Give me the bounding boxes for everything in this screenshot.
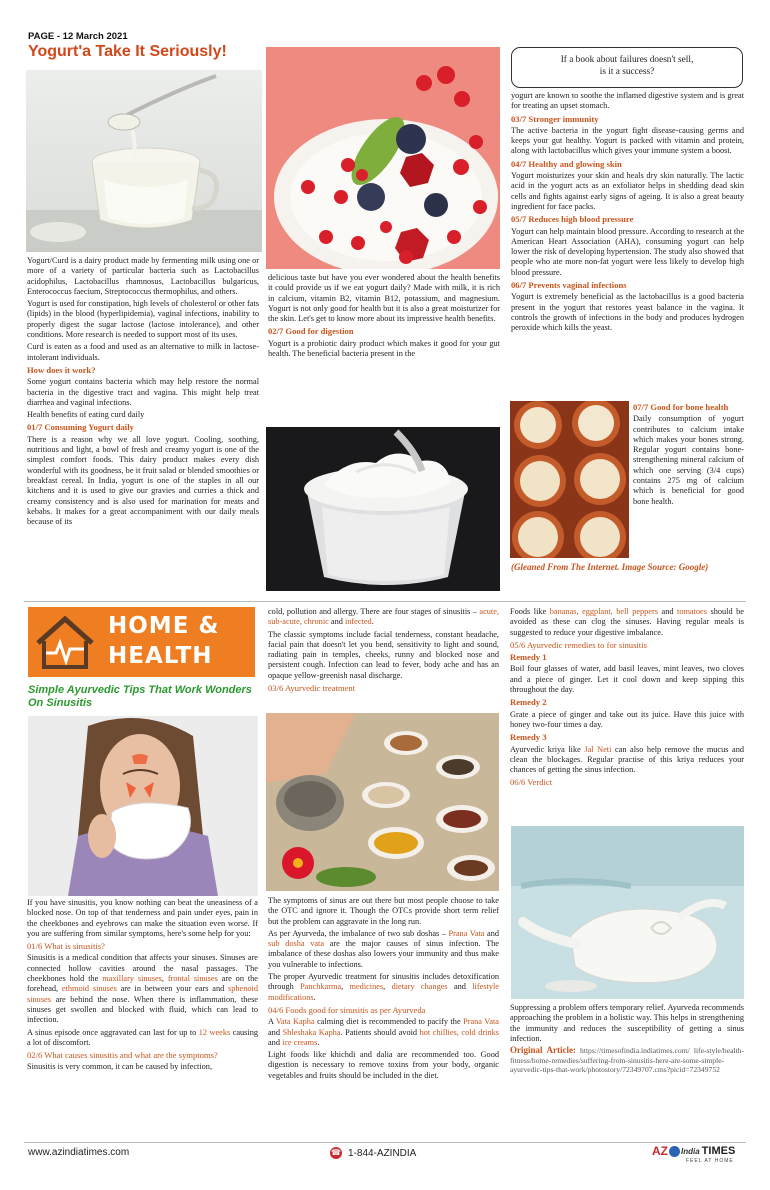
section-heading: 02/7 Good for digestion [268,326,354,337]
house-heartbeat-icon [30,607,100,677]
highlight-term: sub dosha vata [268,939,325,949]
highlight-term: sphenoid sinuses [27,984,258,1004]
paragraph: Yogurt is used for constipation, high levels of cholesterol or other fats (lipids) in the blood (hyperlipidemia), vaginal infections, inability to properly digest the sugar lactose (lactose intolerance), and other conditions. More research is needed to support most of its uses. [27,299,259,340]
article-title: Yogurt'a Take It Seriously! [28,43,227,60]
highlight-term: acute, sub-acute, chronic [268,607,499,627]
curd-bowls-image [510,401,629,558]
section-heading: How does it work? [27,364,96,375]
text: The proper Ayurvedic treatment for sinusitis includes detoxification through [268,972,499,992]
section-heading: 01/7 Consuming Yogurt daily [27,422,134,433]
section-heading: 05/6 Ayurvedic remedies to for sinusitis [510,639,647,650]
text: As per Ayurveda, the imbalance of two sub doshas – [268,928,449,938]
text: Foods like [510,607,550,616]
paragraph [268,972,499,1003]
yogurt-column-1 [27,256,259,529]
health-column-2 [268,607,499,695]
logo-az: AZ [652,1144,668,1158]
paragraph: Yogurt moisturizes your skin and heals dry skin naturally. The lactic acid in the yogurt acts as an exfoliator helps in shedding dead skin cells and fights against early signs of ageing. It is also a great beauty ingredient for face packs. [511,171,744,211]
logo-times: TIMES [701,1145,736,1157]
azindia-times-logo [652,1144,744,1168]
paragraph [510,607,744,638]
text: A sinus episode once aggravated can last for up to [27,1027,199,1037]
paragraph: Some yogurt contains bacteria which may help restore the normal bacteria in the digestive tract and vagina. This might help treat diarrhea and vaginal infections. [27,377,259,407]
yogurt-column-3 [511,91,744,336]
paragraph: yogurt are known to soothe the inflamed digestive system and is great for treating an upset stomach. [511,91,744,111]
sinusitis-woman-image [28,716,258,896]
section-heading: 06/6 Verdict [510,777,553,788]
paragraph: Health benefits of eating curd daily [27,410,145,420]
section-heading: 03/6 Ayurvedic treatment [268,683,356,694]
paragraph: Suppressing a problem offers temporary relief. Ayurveda recommends approaching the problem in a holistic way. This helps in strengthening the immunity and reduces the susceptibility of getting a sinus infection. [510,1003,744,1043]
text: . Patients should avoid [340,1027,420,1037]
highlight-term: tomatoes [677,607,707,616]
website-link[interactable]: www.azindiatimes.com [28,1147,130,1158]
text: Ayurvedic kriya like [510,744,585,754]
paragraph [27,1028,258,1049]
section-heading: Remedy 1 [510,652,547,663]
text: A [268,1017,276,1027]
text: . [313,992,316,1002]
logo-india: India [681,1146,700,1156]
yogurt-glass-image [266,427,500,591]
article-link[interactable]: life-style/health-fitness/home-remedies/suffering-from-sinusitis-here-are-some-simple-ayurvedic-tips-that-work/photostory/72349707.cms?picid=72349752 [510,1046,745,1075]
section-heading: 03/7 Stronger immunity [511,113,599,124]
logo-line-2: HEALTH [108,643,213,669]
paragraph [27,953,258,1025]
highlight-term: frontal sinuses [167,974,218,984]
paragraph: There is a reason why we all love yogurt. Cooling, soothing, nutritious and light, a bowl of fresh and creamy yogurt is one of the simplest comfort foods. This dairy product makes every dish wonderful with its goodness, be it fruit salad or blended smoothies or breakfast cereal. In India, yogurt is one of the staples in all our kitchens and it is used to give our gravies and curries a thick and creamy consistency and is also used for marination for meats and kebabs. It makes for a great accompaniment with our daily meals because of its [27,434,259,527]
globe-icon [669,1146,680,1157]
section-divider [24,601,746,602]
paragraph: If you have sinusitis, you know nothing can beat the uneasiness of a blocked nose. On top of that tenderness and pain under eyes, pain in the cheekbones and eyebrows can make the situation even worse. If you are suffering from similar symptoms, here's some help for you: [27,898,258,938]
text: are in between your ears and [116,984,229,994]
text: , [383,982,392,992]
section-heading: 01/6 What is sinusitis? [27,941,105,952]
highlight-term: Panchkarma [300,982,342,992]
phone-number [330,1147,416,1159]
highlight-term: ethmoid sinuses [61,984,117,994]
section-heading: Remedy 2 [510,697,547,708]
paragraph [268,929,499,970]
health-column-1 [27,898,258,1075]
section-heading: 06/7 Prevents vaginal infections [511,280,627,291]
yogurt-jug-image [26,70,262,252]
text: and [268,1027,283,1037]
highlight-term: Shleshaka Kapha [282,1027,341,1037]
paragraph: Yogurt can help maintain blood pressure. According to research at the American Heart Association (AHA), consuming yogurt can help lower the risk of developing hypertension. The study also showed that people who ate more non-fat yogurt were less likely to develop high blood pressure. [511,226,744,277]
health-column-2-lower [268,896,499,1083]
highlight-term: Jal Neti [584,744,612,754]
footer-divider [24,1142,746,1143]
page-number: PAGE - 12 March 2021 [28,31,128,42]
quote-line-2: is it a success? [599,66,655,77]
health-subheading: Simple Ayurvedic Tips That Work Wonders On Sinusitis [28,684,252,709]
paragraph: Yogurt is a probiotic dairy product which makes it good for your gut health. The beneficial bacteria present in the [268,338,500,359]
paragraph: delicious taste but have you ever wondered about the health benefits it could provide us if we eat yogurt daily? Made with milk, it is rich in calcium, vitamin B2, vitamin B12, potassium, and magnesium. Yogurt is not only good for health but it is also a great moisturizer for the skin. Let's get to know more about its impressive health benefits. [268,273,500,324]
logo-line-1: HOME & [108,613,220,639]
text: Sinusitis is a medical condition that affects your sinuses. Sinuses are connected hollow cavities around the nasal passages. The cheekbones hold the [27,953,258,984]
yogurt-column-2 [268,273,500,361]
bone-health-section [633,402,744,509]
text: can also help remove the mucus and clean the blockages. Regular practise of this kriya reduces your chances of getting the sinus infection. [510,744,745,775]
paragraph: The symptoms of sinus are out there but most people choose to take the OTC and ignore it. Though the OTCs provide short term relief but the problem can aggravate in the long run. [268,896,499,926]
paragraph: Light foods like khichdi and dalia are recommended too. Good digestion is necessary to remove toxins from your body, organic vegetables and fruits should be included in the diet. [268,1050,499,1080]
paragraph: The active bacteria in the yogurt fight disease-causing germs and keeps your gut healthy. Yogurt is packed with vitamin and protein, along with lactobacillus which gives your immune system a boost. [511,125,744,156]
original-article-label: Original Article: [510,1045,576,1056]
section-heading: 04/6 Foods good for sinusitis as per Ayurveda [268,1004,426,1015]
highlight-term: bananas, eggplant, bell peppers [549,607,658,616]
paragraph [510,745,744,776]
original-article [510,1046,744,1075]
paragraph [268,1017,499,1048]
highlight-term: hot chillies, cold drinks [419,1027,499,1037]
article-link[interactable]: https://timesofindia.indiatimes.com/ [575,1046,690,1056]
highlight-term: maxillary sinuses [102,974,162,984]
paragraph: Grate a piece of ginger and take out its juice. Have this juice with honey two-four times a day. [510,709,744,729]
text: are behind the nose. When there is inflammation, these sinuses get swollen and blocked with fluid, which can lead to infection. [27,994,258,1025]
text: and [484,928,500,938]
health-column-3 [510,607,744,790]
health-column-3-lower [510,1003,744,1077]
text: and [268,1037,283,1047]
text: calming diet is recommended to pacify the [314,1017,464,1027]
highlight-term: 12 weeks [198,1027,231,1037]
paragraph: Curd is eaten as a food and used as an alternative to milk in lactose-intolerant individuals. [27,342,259,362]
text: and [447,982,473,992]
text: are the major causes of sinus infection. The imbalance of these doshas also lowers your immunity and thus make you vulnerable to infections. [268,939,499,969]
ayurvedic-spices-image [266,713,499,891]
text: and [658,607,678,616]
paragraph: Sinusitis is very common, it can be caused by infection, [27,1062,213,1072]
quote-box [511,47,743,88]
text: , [161,974,168,984]
logo-tagline: FEEL AT HOME [686,1158,734,1164]
image-source-note: (Gleaned From The Internet. Image Source: Google) [511,562,709,572]
section-heading: 02/6 What causes sinusitis and what are the symptoms? [27,1050,218,1061]
paragraph: Yogurt is extremely beneficial as the lactobacillus is a good bacteria present in the yogurt that restores yeast balance in the vagina. It controls the growth of infections in the body and produces hydrogen peroxide which kills the yeast. [511,292,744,333]
section-heading: 05/7 Reduces high blood pressure [511,214,634,225]
section-heading: 04/7 Healthy and glowing skin [511,158,622,169]
paragraph: Boil four glasses of water, add basil leaves, mint leaves, two cloves and a piece of ginger. Let it cool down and keep sipping this throughout the day. [510,664,744,695]
highlight-term: ice creams [282,1037,318,1047]
text: should be avoided as these can clog the sinuses. Having regular meals is suggested to reduce your digestive imbalance. [510,607,744,637]
text: cold, pollution and allergy. There are four stages of sinusitis – [268,607,480,616]
phone-icon: ☎ [331,1148,341,1157]
phone-text: 1-844-AZINDIA [348,1147,417,1159]
highlight-term: dietary changes [391,982,448,992]
paragraph [268,607,499,628]
text: causing a lot of discomfort. [27,1027,258,1047]
neti-pot-image [511,826,744,999]
text: are on the forehead, [27,974,258,994]
quote-line-1: If a book about failures doesn't sell, [560,55,694,65]
text: , [341,982,350,992]
highlight-term: lifestyle modifications [268,982,499,1002]
highlight-term: infected [344,617,372,627]
highlight-term: Vata Kapha [275,1017,315,1027]
highlight-term: medicines [349,982,384,992]
section-heading: Remedy 3 [510,732,547,743]
text: . [371,617,374,627]
text: and [328,617,345,627]
text: . [317,1037,320,1047]
paragraph: Daily consumption of yogurt contributes to calcium intake which makes your bones strong. Regular yogurt contains bone-strengthening mineral calcium of which one serving (3/4 cups) contains 275 mg of calcium which is beneficial for good bone health. [633,414,744,506]
paragraph: Yogurt/Curd is a dairy product made by fermenting milk using one or more of a variety of particular bacteria such as Lactobacillus acidophilus, Lactobacillus rhamnosus, Lactobacillus bulgaricus, Enterococcus faecium, Streptococcus thermophilus, and others. [27,256,259,296]
highlight-term: Prana Vata [463,1017,499,1027]
home-health-logo [28,607,255,677]
highlight-term: Prana Vata [448,928,485,938]
yogurt-berries-image [266,47,500,269]
section-heading: 07/7 Good for bone health [633,402,729,412]
paragraph: The classic symptoms include facial tenderness, constant headache, facial pain that doesn't let you bend, sensitivity to light and sound, radiating pain in temples, cheeks, runny and blocked nose and persistent cough. Infection can lead to fever, body ache and has an opaque yellow-greenish nasal discharge. [268,629,499,680]
